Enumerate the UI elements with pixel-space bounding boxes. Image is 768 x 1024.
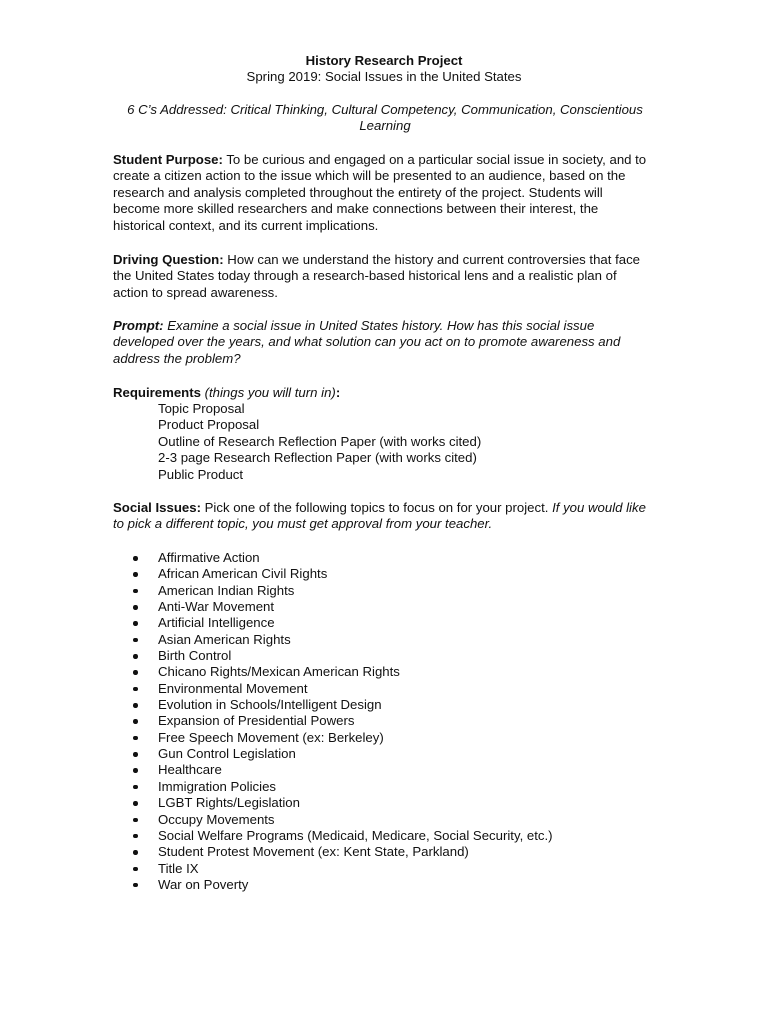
document-title: History Research Project	[305, 53, 463, 68]
social-issues-label: Social Issues:	[113, 500, 201, 515]
list-item	[133, 779, 553, 795]
list-item	[133, 861, 553, 877]
list-item	[133, 632, 553, 648]
prompt-label: Prompt:	[113, 318, 164, 333]
prompt	[113, 318, 653, 367]
bullet-icon	[133, 589, 138, 594]
list-item	[133, 844, 553, 860]
requirements-colon: :	[335, 385, 341, 400]
six-cs-line: 6 C’s Addressed: Critical Thinking, Cultural Competency, Communication, Conscientious Learning	[127, 102, 643, 134]
social-issues-note: If you would like to pick a different topic, you must get approval from your teacher.	[113, 500, 646, 532]
list-item-label: Artificial Intelligence	[158, 615, 275, 631]
list-item-label: American Indian Rights	[158, 582, 295, 598]
student-purpose-text: To be curious and engaged on a particular social issue in society, and to create a citizen action to the issue which will be presented to an audience, based on the research and analysis completed throughout the entirety of the project. Students will become more skilled researchers and make connections between their interest, the historical context, and its current implications.	[113, 152, 647, 233]
list-item-label: Gun Control Legislation	[158, 746, 296, 762]
list-item-label: Healthcare	[158, 762, 222, 778]
requirements-label: Requirements	[113, 385, 201, 400]
list-item	[133, 583, 553, 599]
bullet-icon	[133, 736, 138, 741]
driving-question-label: Driving Question:	[113, 252, 224, 267]
bullet-icon	[133, 556, 138, 561]
social-issues-heading	[113, 500, 653, 533]
list-item-label: Affirmative Action	[158, 550, 260, 565]
list-item	[133, 713, 553, 729]
list-item	[133, 746, 553, 762]
list-item	[133, 730, 553, 746]
list-item	[133, 812, 553, 828]
list-item-label: Expansion of Presidential Powers	[158, 713, 355, 729]
social-issues-list	[133, 550, 553, 893]
list-item-label: Social Welfare Programs (Medicaid, Medicare, Social Security, etc.)	[158, 827, 553, 843]
requirement-item: Topic Proposal	[158, 401, 245, 416]
bullet-icon	[133, 785, 138, 790]
document-subtitle: Spring 2019: Social Issues in the United States	[246, 69, 522, 84]
list-item-label: Free Speech Movement (ex: Berkeley)	[158, 729, 384, 745]
list-item-label: Occupy Movements	[158, 811, 275, 827]
student-purpose-label: Student Purpose:	[113, 152, 223, 167]
prompt-text: Examine a social issue in United States history. How has this social issue developed over the years, and what solution can you act on to promote awareness and address the problem?	[113, 318, 621, 366]
list-item	[133, 762, 553, 778]
bullet-icon	[133, 768, 138, 773]
list-item-label: LGBT Rights/Legislation	[158, 795, 300, 811]
requirements-note: (things you will turn in)	[200, 385, 336, 400]
list-item-label: War on Poverty	[158, 876, 249, 892]
list-item	[133, 697, 553, 713]
bullet-icon	[133, 867, 138, 872]
student-purpose	[113, 152, 653, 234]
list-item-label: Title IX	[158, 860, 199, 876]
list-item-label: Immigration Policies	[158, 778, 276, 794]
list-item-label: Asian American Rights	[158, 631, 291, 647]
bullet-icon	[133, 703, 138, 708]
list-item	[133, 664, 553, 680]
list-item	[133, 566, 553, 582]
driving-question-text: How can we understand the history and current controversies that face the United States today through a research-based historical lens and a realistic plan of action to spread awareness.	[113, 252, 640, 300]
bullet-icon	[133, 801, 138, 806]
bullet-icon	[133, 670, 138, 675]
bullet-icon	[133, 883, 138, 888]
list-item	[133, 877, 553, 893]
list-item-label: Environmental Movement	[158, 680, 308, 696]
requirement-item: Outline of Research Reflection Paper (with works cited)	[158, 433, 482, 449]
list-item	[133, 615, 553, 631]
requirements-list	[158, 401, 481, 483]
bullet-icon	[133, 654, 138, 659]
bullet-icon	[133, 621, 138, 626]
list-item	[133, 550, 553, 566]
list-item	[133, 795, 553, 811]
requirement-item: 2-3 page Research Reflection Paper (with works cited)	[158, 450, 477, 466]
list-item	[133, 681, 553, 697]
social-issues-text: Pick one of the following topics to focus on for your project.	[200, 500, 553, 515]
bullet-icon	[133, 719, 138, 724]
bullet-icon	[133, 850, 138, 855]
list-item-label: Chicano Rights/Mexican American Rights	[158, 664, 400, 680]
list-item-label: Evolution in Schools/Intelligent Design	[158, 697, 382, 713]
list-item	[133, 648, 553, 664]
list-item-label: Student Protest Movement (ex: Kent State, Parkland)	[158, 844, 469, 860]
bullet-icon	[133, 818, 138, 823]
bullet-icon	[133, 834, 138, 839]
list-item	[133, 599, 553, 615]
list-item	[133, 828, 553, 844]
driving-question	[113, 252, 653, 301]
requirement-item: Public Product	[158, 466, 244, 482]
bullet-icon	[133, 638, 138, 643]
bullet-icon	[133, 605, 138, 610]
list-item-label: Anti-War Movement	[158, 599, 275, 615]
bullet-icon	[133, 572, 138, 577]
requirement-item: Product Proposal	[158, 417, 260, 433]
bullet-icon	[133, 687, 138, 692]
list-item-label: African American Civil Rights	[158, 566, 328, 582]
requirements-heading	[113, 385, 653, 401]
list-item-label: Birth Control	[158, 648, 232, 664]
bullet-icon	[133, 752, 138, 757]
